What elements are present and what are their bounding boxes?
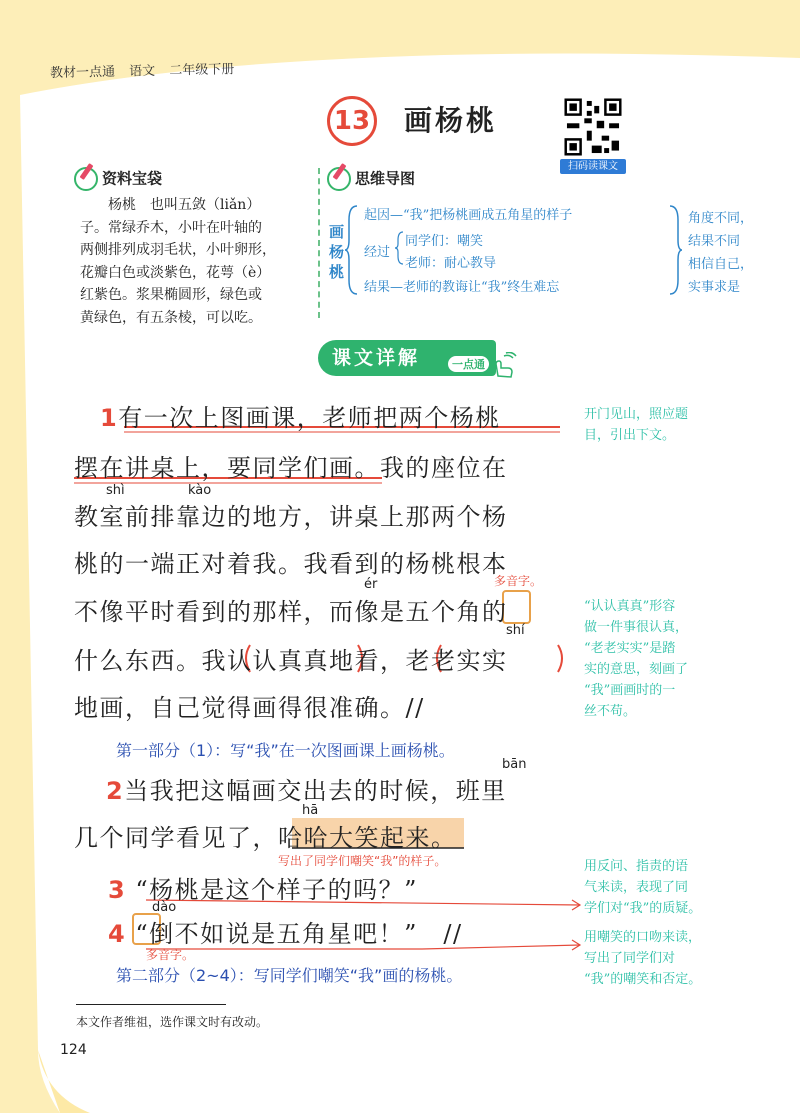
paragraph-1-line-4: 桃的一端正对着我。我看到的杨桃根本 — [74, 550, 508, 578]
paragraph-4: 4 “倒不如说是五角星吧！” // — [108, 920, 463, 948]
mindmap-process-label: 经过 — [364, 245, 391, 260]
info-heading: 资料宝袋 — [74, 167, 162, 191]
side-note-2: “认认真真”形容 做一件事很认真， “老老实实”是踏 实的意思，刻画了 “我”画画时的一 丝不苟。 — [584, 599, 689, 719]
section-summary-2: 第二部分（2~4）：写同学们嘲笑“我”画的杨桃。 — [116, 966, 463, 985]
lesson-number: 13 — [327, 96, 377, 146]
mindmap-root: 画杨桃 — [329, 223, 345, 281]
section-banner: 课文详解 — [318, 340, 496, 376]
paragraph-1-line-1: 1有一次上图画课，老师把两个杨桃 — [100, 404, 501, 432]
book-name: 教材一点通 — [49, 64, 116, 82]
paragraph-3: 3 “杨桃是这个样子的吗？” — [108, 876, 418, 904]
subject: 语文 — [129, 63, 156, 80]
page-number: 124 — [60, 1042, 87, 1058]
paragraph-1-line-6: 什么东西。我认认真真地看，老老实实 — [74, 647, 508, 675]
paragraph-number: 1 — [100, 404, 119, 432]
info-text: 杨桃 也叫五敛（liǎn） 子。常绿乔木，小叶在叶轴的 两侧排列成羽毛状，小叶卵形， 花瓣白色或淡紫色，花萼（è） 红紫色。浆果椭圆形，绿色或 黄绿色，有五条棱，可以吃。 — [80, 197, 276, 326]
polyphone-note-1: 多音字。 — [494, 574, 543, 588]
pinyin-er: ér — [364, 577, 378, 592]
paragraph-number: 3 — [108, 876, 127, 904]
banner-sub: 一点通 — [448, 356, 489, 372]
mindmap-heading: 思维导图 — [327, 167, 415, 191]
paragraph-2-line-2: 几个同学看见了，哈哈大笑起来。 — [74, 824, 457, 852]
paragraph-1-line-7: 地画，自己觉得画得很准确。// — [74, 694, 425, 722]
paragraph-1-line-5: 不像平时看到的那样，而像是五个角的 — [74, 598, 508, 626]
mindmap-process-b: 老师：耐心教导 — [405, 256, 497, 271]
side-note-4: 用嘲笑的口吻来读， 写出了同学们对 “我”的嘲笑和否定。 — [584, 930, 702, 987]
pinyin-kao: kào — [188, 483, 212, 498]
pinyin-ban: bān — [502, 757, 527, 772]
footnote: 本文作者维祖，选作课文时有改动。 — [76, 1015, 269, 1029]
paragraph-1-line-3: 教室前排靠边的地方，讲桌上那两个杨 — [74, 503, 508, 531]
side-note-1: 开门见山，照应题 目，引出下文。 — [584, 407, 689, 443]
pinyin-shi: shì — [106, 483, 125, 498]
paragraph-2-line-1: 2当我把这幅画交出去的时候，班里 — [106, 777, 507, 805]
mindmap-conclusion: 角度不同， 结果不同 相信自己， 实事求是 — [688, 211, 754, 295]
paragraph-number: 4 — [108, 920, 127, 948]
lesson-title: 画杨桃 — [404, 104, 498, 137]
polyphone-note-2: 多音字。 — [146, 948, 195, 962]
mindmap-result: 结果—老师的教诲让“我”终生难忘 — [364, 280, 560, 295]
qr-label[interactable]: 扫码读课文 — [560, 159, 626, 174]
footnote-rule — [76, 1004, 226, 1005]
paragraph-1-line-2: 摆在讲桌上，要同学们画。我的座位在 — [74, 454, 508, 482]
pinyin-shi-2: shí — [506, 623, 525, 638]
mindmap-cause: 起因—“我”把杨桃画成五角星的样子 — [364, 208, 573, 223]
side-note-3: 用反问、指责的语 气来读，表现了同 学们对“我”的质疑。 — [584, 859, 702, 916]
mindmap-process-a: 同学们：嘲笑 — [405, 234, 484, 249]
section-summary-1: 第一部分（1）：写“我”在一次图画课上画杨桃。 — [116, 741, 455, 760]
pinyin-dao: dào — [152, 900, 177, 915]
annotation-mock: 写出了同学们嘲笑“我”的样子。 — [278, 854, 447, 868]
pinyin-ha: hā — [302, 803, 319, 818]
paragraph-number: 2 — [106, 777, 125, 805]
grade: 二年级下册 — [169, 62, 235, 79]
